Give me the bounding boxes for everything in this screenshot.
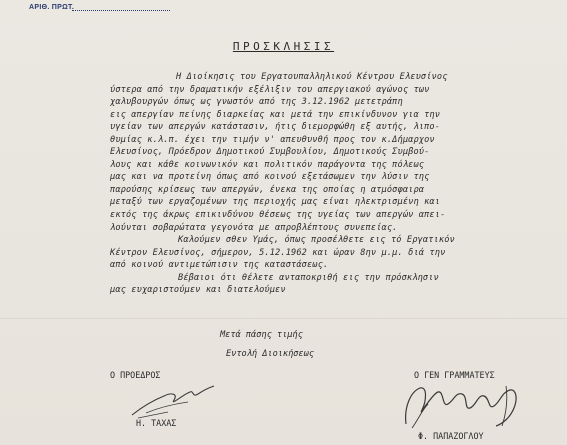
body-line: Βέβαιοι ότι θέλετε ανταποκριθή εις την πρόσκλησιν [178, 272, 439, 283]
paper-fold [0, 318, 567, 319]
president-name: Η. ΤΑΧΑΣ [136, 418, 177, 428]
protocol-number-line [72, 10, 170, 11]
body-line: Κέντρον Ελευσίνος, σήμερον, 5.12.1962 και ώραν 8ην μ.μ. διά την [110, 247, 446, 258]
body-line: χαλυβουργών όπως ως γνωστόν από της 3.12.1962 μετετράπη [110, 97, 403, 108]
body-line: εκτός της άκρως επικινδύνου θέσεως της υγείας των απεργών απει- [110, 210, 446, 221]
body-line: εις απεργίαν πείνης διαρκείας και μετά την επικίνδυνον για την [110, 109, 441, 120]
body-line: παρούσης κρίσεως των απεργών, ένεκα της οποίας η ατμόσφαιρα [110, 184, 425, 195]
secretary-name: Φ. ΠΑΠΑΖΟΓΛΟΥ [418, 431, 484, 441]
president-role: Ο ΠΡΟΕΔΡΟΣ [110, 370, 161, 380]
body-line: μας ευχαριστούμεν και διατελούμεν [110, 285, 286, 296]
body-line: Καλούμεν σθεν Υμάς, όπως προσέλθετε εις τό Εργατικόν [178, 235, 455, 246]
closing-authority: Εντολή Διοικήσεως [226, 349, 314, 359]
body-line: λούνται σοβαρώτατα γεγονότα με απροβλέπτους συνεπείας. [110, 222, 398, 233]
body-line: ύστερα από την δραματικήν εξέλιξιν του απεργιακού αγώνος των [110, 84, 430, 95]
president-signature [128, 382, 220, 422]
body-line: Ελευσίνος, Πρόεδρον Δημοτικού Συμβουλίου, Δημοτικούς Συμβού- [110, 147, 430, 158]
body-line: μεταξύ των εργαζομένων της περιοχής μας είναι ηλεκτρισμένη και [110, 197, 441, 208]
closing-regards: Μετά πάσης τιμής [220, 330, 303, 340]
document-title: ΠΡΟΣΚΛΗΣΙΣ [232, 40, 335, 53]
body-line: μας και να προτείνη όπως από κοινού εξετάσωμεν την λύσιν της [110, 172, 430, 183]
body-line: λους και κάθε κοινωνικόν και πολιτικόν παράγοντα της πόλεως [110, 159, 425, 170]
secretary-role: Ο ΓΕΝ ΓΡΑΜΜΑΤΕΥΣ [414, 370, 495, 380]
body-line: υγείαν των απεργών κατάστασιν, ήτις διεμορφώθη εξ αυτής, λιπο- [110, 122, 441, 133]
body-line: θυμίας κ.λ.π. έχει την τιμήν ν' απευθυνθή προς τον κ.Δήμαρχον [110, 134, 435, 145]
secretary-signature [398, 380, 528, 434]
document-body [0, 71, 567, 297]
body-line: Η Διοίκησις του Εργατουπαλληλικού Κέντρου Ελευσίνος [176, 72, 448, 82]
body-line: από κοινού αντιμετώπισιν της καταστάσεως. [110, 260, 329, 271]
protocol-number-label: ΑΡΙΘ. ΠΡΩΤ. [29, 4, 75, 11]
